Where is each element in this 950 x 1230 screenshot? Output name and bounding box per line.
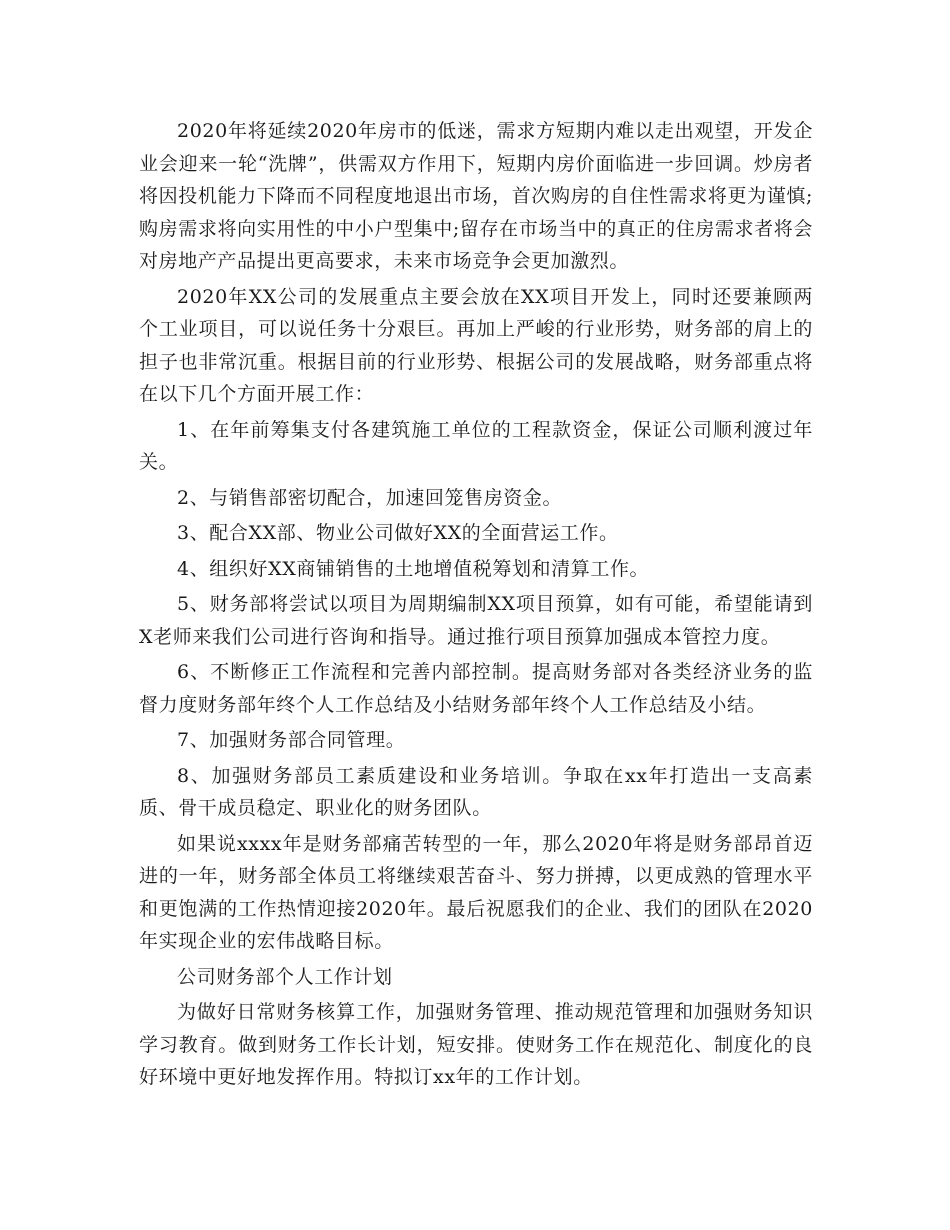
- paragraph-company-focus: 2020年XX公司的发展重点主要会放在XX项目开发上，同时还要兼顾两个工业项目，可以说任务十分艰巨。再加上严峻的行业形势，财务部的肩上的担子也非常沉重。根据目前的行业形势、根据公司的发展战略，财务部重点将在以下几个方面开展工作：: [139, 285, 813, 405]
- paragraph-market-outlook: 2020年将延续2020年房市的低迷，需求方短期内难以走出观望，开发企业会迎来一轮“洗牌”，供需双方作用下，短期内房价面临进一步回调。炒房者将因投机能力下降而不同程度地退出市场，首次购房的自住性需求将更为谨慎;购房需求将向实用性的中小户型集中;留存在市场当中的真正的住房需求者将会对房地产产品提出更高要求，未来市场竞争会更加激烈。: [139, 120, 813, 272]
- list-item-3: 3、配合XX部、物业公司做好XX的全面营运工作。: [177, 522, 619, 544]
- list-item-2: 2、与销售部密切配合，加速回笼售房资金。: [177, 486, 563, 509]
- paragraph-closing: 如果说xxxx年是财务部痛苦转型的一年，那么2020年将是财务部昂首迈进的一年，财务部全体员工将继续艰苦奋斗、努力拼搏，以更成熟的管理水平和更饱满的工作热情迎接2020年。最后祝愿我们的企业、我们的团队在2020年实现企业的宏伟战略目标。: [139, 832, 813, 952]
- list-item-8: 8、加强财务部员工素质建设和业务培训。争取在xx年打造出一支高素质、骨干成员稳定、职业化的财务团队。: [139, 764, 813, 819]
- section-heading: 公司财务部个人工作计划: [177, 965, 393, 988]
- list-item-1: 1、在年前筹集支付各建筑施工单位的工程款资金，保证公司顺利渡过年关。: [139, 418, 813, 473]
- list-item-7: 7、加强财务部合同管理。: [177, 729, 406, 751]
- list-item-5: 5、财务部将尝试以项目为周期编制XX项目预算，如有可能，希望能请到X老师来我们公司进行咨询和指导。通过推行项目预算加强成本管控力度。: [139, 593, 813, 648]
- list-item-4: 4、组织好XX商铺销售的土地增值税筹划和清算工作。: [177, 557, 650, 580]
- list-item-6: 6、不断修正工作流程和完善内部控制。提高财务部对各类经济业务的监督力度财务部年终个人工作总结及小结财务部年终个人工作总结及小结。: [139, 661, 813, 716]
- document-page: [139, 115, 813, 1097]
- paragraph-plan-intro: 为做好日常财务核算工作，加强财务管理、推动规范管理和加强财务知识学习教育。做到财务工作长计划，短安排。使财务工作在规范化、制度化的良好环境中更好地发挥作用。特拟订xx年的工作计划。: [139, 1001, 813, 1088]
